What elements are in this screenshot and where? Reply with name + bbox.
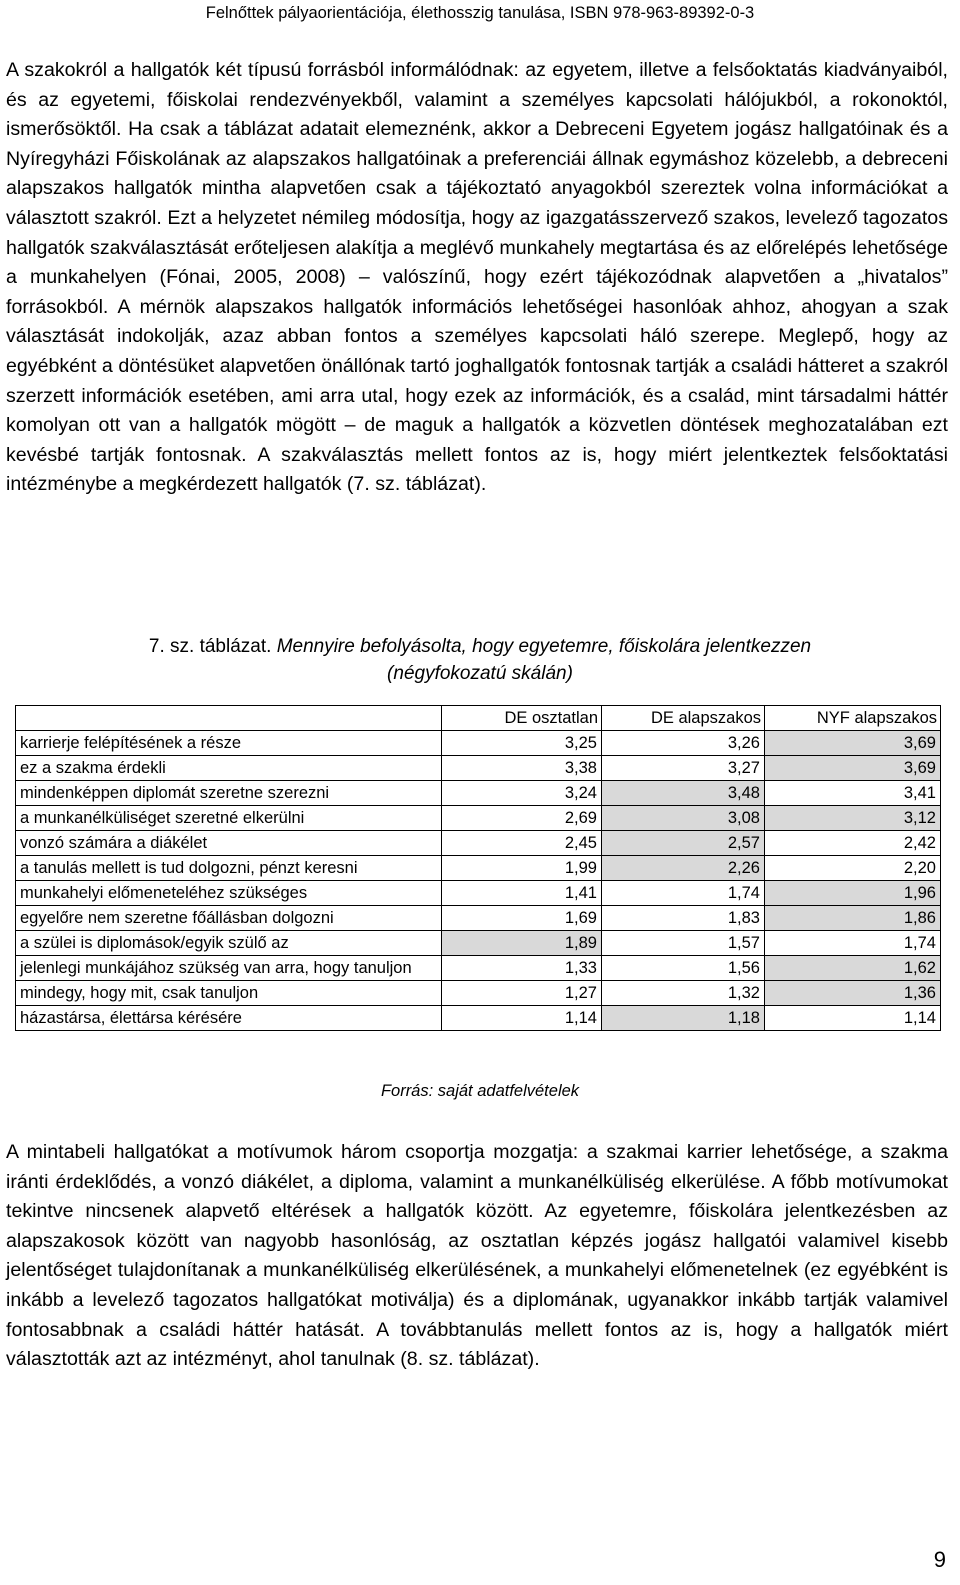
value-cell: 1,69 — [442, 906, 602, 931]
value-cell: 1,36 — [765, 981, 941, 1006]
table-row — [16, 1006, 941, 1031]
value-cell: 2,26 — [602, 856, 765, 881]
value-cell: 1,89 — [442, 931, 602, 956]
value-cell: 1,96 — [765, 881, 941, 906]
table-source: Forrás: saját adatfelvételek — [380, 1082, 580, 1100]
running-header: Felnőttek pályaorientációja, élethosszig tanulása, ISBN 978-963-89392-0-3 — [205, 4, 755, 22]
page-number: 9 — [933, 1547, 946, 1572]
table-row — [16, 931, 941, 956]
value-cell: 3,41 — [765, 781, 941, 806]
value-cell: 3,08 — [602, 806, 765, 831]
value-cell: 1,18 — [602, 1006, 765, 1031]
table-row — [16, 981, 941, 1006]
value-cell: 1,33 — [442, 956, 602, 981]
value-cell: 1,14 — [765, 1006, 941, 1031]
value-cell: 1,27 — [442, 981, 602, 1006]
value-cell: 2,69 — [442, 806, 602, 831]
row-label: ez a szakma érdekli — [16, 756, 442, 781]
motivation-table — [15, 705, 941, 1031]
table-row — [16, 906, 941, 931]
value-cell: 1,14 — [442, 1006, 602, 1031]
row-label: mindenképpen diplomát szeretne szerezni — [16, 781, 442, 806]
table-header-de-osztatlan: DE osztatlan — [442, 706, 602, 731]
row-label: jelenlegi munkájához szükség van arra, hogy tanuljon — [16, 956, 442, 981]
value-cell: 2,42 — [765, 831, 941, 856]
value-cell: 3,38 — [442, 756, 602, 781]
value-cell: 1,83 — [602, 906, 765, 931]
row-label: karrierje felépítésének a része — [16, 731, 442, 756]
table-row — [16, 806, 941, 831]
value-cell: 1,56 — [602, 956, 765, 981]
value-cell: 2,45 — [442, 831, 602, 856]
table-subtitle: (négyfokozatú skálán) — [387, 663, 573, 684]
table-body — [16, 731, 941, 1031]
table-header-empty — [16, 706, 442, 731]
value-cell: 3,69 — [765, 731, 941, 756]
value-cell: 1,32 — [602, 981, 765, 1006]
value-cell: 1,74 — [602, 881, 765, 906]
table-row — [16, 756, 941, 781]
table-header-nyf-alapszakos: NYF alapszakos — [765, 706, 941, 731]
value-cell: 3,12 — [765, 806, 941, 831]
body-paragraph-1: A szakokról a hallgatók két típusú forrásból informálódnak: az egyetem, illetve a felsőoktatás kiadványaiból, és az egyetemi, főiskolai rendezvényekből, valamint a személyes kapcsolati hálójukból, a rokonoktól, ismerősöktől. Ha csak a táblázat adatait elemeznénk, akkor a Debreceni Egyetem jogász hallgatóinak és a Nyíregyházi Főiskolának az alapszakos hallgatóinak a preferenciái állnak egymáshoz közelebb, a debreceni alapszakos hallgatók mintha alapvetően csak a tájékoztató anyagokból szereztek volna információkat a választott szakról. Ezt a helyzetet némileg módosítja, hogy az igazgatásszervező szakos, levelező tagozatos hallgatók szakválasztását erőteljesen alakítja a meglévő munkahely megtartása és az előrelépés lehetősége a munkahelyen (Fónai, 2005, 2008) – valószínű, hogy ezért tájékozódnak alapvetően a „hivatalos” forrásokból. A mérnök alapszakos hallgatók információs lehetőségei hasonlóak ahhoz, ahogyan a szak választását indokolják, azaz abban fontos a személyes kapcsolati háló szerepe. Meglepő, hogy az egyébként a döntésüket alapvetően önállónak tartó joghallgatók fontosnak tartják a családi hátteret a szakról szerzett információk esetében, ami arra utal, hogy ezek az információk, és a család, mint társadalmi háttér komolyan ott van a hallgatók mögött – de maguk a hallgatók a közvetlen döntések meghozatalában ezt kevésbé tartják fontosnak. A szakválasztás mellett fontos az is, hogy miért jelentkeztek felsőoktatási intézménybe a megkérdezett hallgatók (7. sz. táblázat). — [6, 59, 948, 496]
row-label: vonzó számára a diákélet — [16, 831, 442, 856]
body-paragraph-2: A mintabeli hallgatókat a motívumok három csoportja mozgatja: a szakmai karrier lehetősége, a szakma iránti érdeklődés, a vonzó diákélet, a diploma, valamint a munkanélküliség elkerülése. A főbb motívumokat tekintve nincsenek alapvető eltérések a hallgatók között. Az egyetemre, főiskolára jelentkezésben az alapszakosok között van nagyobb hasonlóság, az osztatlan képzés jogász hallgatói valamivel kisebb jelentőséget tulajdonítanak a munkanélküliség elkerülésének, a munkahelyi előmenetelnek (ez egyébként is inkább a levelező tagozatos hallgatókat motiválja) és a diplomának, ugyanakkor inkább tartják valamivel fontosabbnak a családi háttér hatását. A továbbtanulás mellett fontos az is, hogy a hallgatók miért választották azt az intézményt, ahol tanulnak (8. sz. táblázat). — [6, 1141, 948, 1371]
row-label: mindegy, hogy mit, csak tanuljon — [16, 981, 442, 1006]
value-cell: 3,27 — [602, 756, 765, 781]
table-header-row — [16, 706, 941, 731]
value-cell: 2,20 — [765, 856, 941, 881]
value-cell: 3,26 — [602, 731, 765, 756]
table-caption-line-1 — [0, 633, 960, 660]
table-number: 7. sz. táblázat. — [148, 636, 272, 657]
value-cell: 1,74 — [765, 931, 941, 956]
table-row — [16, 831, 941, 856]
table-title: Mennyire befolyásolta, hogy egyetemre, főiskolára jelentkezzen — [276, 636, 812, 657]
row-label: a szülei is diplomások/egyik szülő az — [16, 931, 442, 956]
row-label: a tanulás mellett is tud dolgozni, pénzt keresni — [16, 856, 442, 881]
row-label: egyelőre nem szeretne főállásban dolgozni — [16, 906, 442, 931]
table-header-de-alapszakos: DE alapszakos — [602, 706, 765, 731]
table-row — [16, 956, 941, 981]
value-cell: 3,24 — [442, 781, 602, 806]
table-row — [16, 856, 941, 881]
value-cell: 1,57 — [602, 931, 765, 956]
row-label: munkahelyi előmeneteléhez szükséges — [16, 881, 442, 906]
value-cell: 1,41 — [442, 881, 602, 906]
value-cell: 1,62 — [765, 956, 941, 981]
table-row — [16, 731, 941, 756]
value-cell: 1,86 — [765, 906, 941, 931]
row-label: a munkanélküliséget szeretné elkerülni — [16, 806, 442, 831]
value-cell: 3,48 — [602, 781, 765, 806]
row-label: házastársa, élettársa kérésére — [16, 1006, 442, 1031]
table-row — [16, 781, 941, 806]
value-cell: 1,99 — [442, 856, 602, 881]
table-caption — [0, 633, 960, 687]
value-cell: 2,57 — [602, 831, 765, 856]
table-row — [16, 881, 941, 906]
value-cell: 3,69 — [765, 756, 941, 781]
value-cell: 3,25 — [442, 731, 602, 756]
